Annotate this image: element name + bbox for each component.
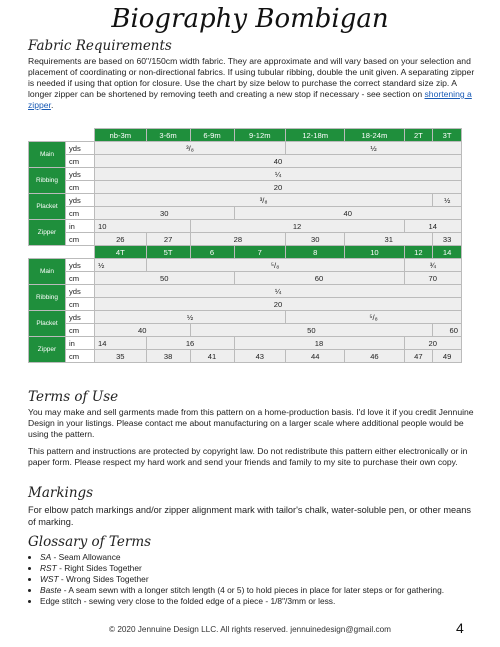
table-cell: 30: [286, 233, 345, 246]
header-blank: [66, 129, 95, 142]
table-cell: 60: [234, 272, 404, 285]
category-ribbing: Ribbing: [29, 285, 66, 311]
table-row: [29, 324, 462, 337]
table-cell: ½: [95, 259, 147, 272]
unit-label: cm: [66, 324, 95, 337]
table-cell: 28: [190, 233, 286, 246]
table-cell: 16: [146, 337, 234, 350]
table-cell: 50: [95, 272, 235, 285]
category-main: Main: [29, 259, 66, 285]
terms-of-use-heading: Terms of Use: [28, 389, 119, 405]
table-row: [29, 311, 462, 324]
table-row: [29, 142, 462, 155]
unit-label: yds: [66, 168, 95, 181]
glossary-item: [40, 585, 490, 596]
table-cell: ½: [95, 311, 286, 324]
size-header: 9-12m: [234, 129, 286, 142]
table-cell: 41: [190, 350, 234, 363]
size-header: 3T: [433, 129, 462, 142]
size-header: 4T: [95, 246, 147, 259]
table-cell: 38: [146, 350, 190, 363]
category-ribbing: Ribbing: [29, 168, 66, 194]
unit-label: cm: [66, 350, 95, 363]
terms-paragraph-2: This pattern and instructions are protected by copyright law. Do not redistribute this pattern either electronically or in paper form. Please respect my hard work and send your friends and family to my site to purchase their own copy.: [28, 446, 468, 467]
glossary-heading: Glossary of Terms: [28, 534, 152, 550]
table-cell: ⁵/₈: [286, 311, 462, 324]
terms-paragraph-1: You may make and sell garments made from this pattern on a home-production basis. I'd love it if you credit Jennuine Design in your listings. Please contact me about manufacturing on a larger scale where additional people would be using the pattern.: [28, 407, 474, 439]
unit-label: yds: [66, 142, 95, 155]
table-cell: 20: [95, 181, 462, 194]
category-zipper: Zipper: [29, 220, 66, 246]
table-cell: 14: [404, 220, 461, 233]
table-row: [29, 285, 462, 298]
size-header: nb-3m: [95, 129, 147, 142]
table-cell: 27: [146, 233, 190, 246]
glossary-definition: - Seam Allowance: [51, 552, 121, 562]
table-cell: 26: [95, 233, 147, 246]
fabric-requirements-heading: Fabric Requirements: [28, 38, 172, 54]
size-header: 6-9m: [190, 129, 234, 142]
glossary-item: [40, 563, 490, 574]
glossary-term: SA: [40, 552, 52, 562]
table-row: [29, 298, 462, 311]
fabric-requirements-text: [28, 56, 478, 111]
table-cell: 20: [95, 298, 462, 311]
table-cell: ³/₈: [95, 142, 286, 155]
size-header: 8: [286, 246, 345, 259]
table-row: [29, 337, 462, 350]
unit-label: yds: [66, 259, 95, 272]
unit-label: cm: [66, 233, 95, 246]
glossary-item: [40, 596, 490, 607]
glossary-item: [40, 552, 490, 563]
unit-label: yds: [66, 311, 95, 324]
table-cell: ½: [286, 142, 462, 155]
size-header: 3-6m: [146, 129, 190, 142]
size-header: 12-18m: [286, 129, 345, 142]
shortening-zipper-link[interactable]: shortening a zipper: [28, 89, 472, 110]
table-cell: 40: [95, 324, 191, 337]
unit-label: cm: [66, 155, 95, 168]
table-cell: 10: [95, 220, 191, 233]
fabric-text-tail: .: [50, 100, 54, 110]
size-header: 6: [190, 246, 234, 259]
unit-label: yds: [66, 285, 95, 298]
size-chart-table-1: [28, 128, 462, 363]
glossary-list: [28, 552, 490, 607]
glossary-definition: Edge stitch - sewing very close to the folded edge of a piece - 1/8"/3mm or less.: [40, 596, 336, 606]
glossary-definition: - Wrong Sides Together: [58, 574, 149, 584]
table-cell: 20: [404, 337, 461, 350]
table-cell: 47: [404, 350, 433, 363]
size-header: 10: [345, 246, 404, 259]
size-header: 12: [404, 246, 433, 259]
unit-label: in: [66, 220, 95, 233]
table-cell: 30: [95, 207, 235, 220]
footer-copyright: © 2020 Jennuine Design LLC. All rights reserved. jennuinedesign@gmail.com: [109, 625, 391, 634]
table-cell: 18: [234, 337, 404, 350]
table-cell: 40: [234, 207, 462, 220]
table-cell: 46: [345, 350, 404, 363]
size-header-row: [29, 246, 462, 259]
table-row: [29, 155, 462, 168]
glossary-definition: - A seam sewn with a longer stitch length (4 or 5) to hold pieces in place for later steps or for gathering.: [61, 585, 445, 595]
unit-label: in: [66, 337, 95, 350]
category-main: Main: [29, 142, 66, 168]
table-cell: ³/₈: [95, 194, 433, 207]
glossary-term: RST: [40, 563, 57, 573]
table-cell: ½: [433, 194, 462, 207]
table-row: [29, 220, 462, 233]
table-cell: 70: [404, 272, 461, 285]
size-header: 18-24m: [345, 129, 404, 142]
size-header: 5T: [146, 246, 190, 259]
glossary-term: WST: [40, 574, 59, 584]
unit-label: cm: [66, 272, 95, 285]
table-cell: 12: [190, 220, 404, 233]
table-cell: 40: [95, 155, 462, 168]
table-cell: 35: [95, 350, 147, 363]
table-cell: ¼: [95, 285, 462, 298]
glossary-item: [40, 574, 490, 585]
table-row: [29, 259, 462, 272]
table-row: [29, 181, 462, 194]
unit-label: yds: [66, 194, 95, 207]
glossary-term: Baste: [40, 585, 62, 595]
header-blank: [29, 129, 66, 142]
table-row: [29, 233, 462, 246]
table-cell: 43: [234, 350, 286, 363]
table-cell: ¾: [404, 259, 461, 272]
table-cell: ⁵/₈: [146, 259, 404, 272]
header-blank: [66, 246, 95, 259]
unit-label: cm: [66, 207, 95, 220]
size-header: 2T: [404, 129, 433, 142]
category-placket: Placket: [29, 194, 66, 220]
table-cell: 31: [345, 233, 433, 246]
table-row: [29, 350, 462, 363]
header-blank: [29, 246, 66, 259]
markings-heading: Markings: [28, 485, 94, 501]
unit-label: cm: [66, 181, 95, 194]
size-header: 14: [433, 246, 462, 259]
table-row: [29, 207, 462, 220]
unit-label: cm: [66, 298, 95, 311]
category-zipper: Zipper: [29, 337, 66, 363]
size-header-row: [29, 129, 462, 142]
fabric-text-body: Requirements are based on 60"/150cm width fabric. They are approximate and will vary based on your selection and placement of coordinating or non-directional fabrics. If using tubular ribbing, double the unit given. A separating zipper is needed if using that option for closure. Use the chart by size below to purchase the correct standard size zip. A longer zipper can be shortened by removing teeth and creating a new stop if necessary - see section on: [28, 56, 475, 99]
table-row: [29, 168, 462, 181]
table-cell: 49: [433, 350, 462, 363]
table-cell: 14: [95, 337, 147, 350]
size-header: 7: [234, 246, 286, 259]
page-title: Biography Bombigan: [111, 4, 389, 34]
glossary-definition: - Right Sides Together: [56, 563, 142, 573]
category-placket: Placket: [29, 311, 66, 337]
table-cell: 50: [190, 324, 433, 337]
table-cell: 33: [433, 233, 462, 246]
table-cell: 44: [286, 350, 345, 363]
table-row: [29, 194, 462, 207]
table-cell: 60: [433, 324, 462, 337]
page-number: 4: [456, 620, 464, 636]
markings-text: For elbow patch markings and/or zipper alignment mark with tailor's chalk, water-soluble pen, or other means of marking.: [28, 505, 471, 527]
table-row: [29, 272, 462, 285]
table-cell: ¼: [95, 168, 462, 181]
